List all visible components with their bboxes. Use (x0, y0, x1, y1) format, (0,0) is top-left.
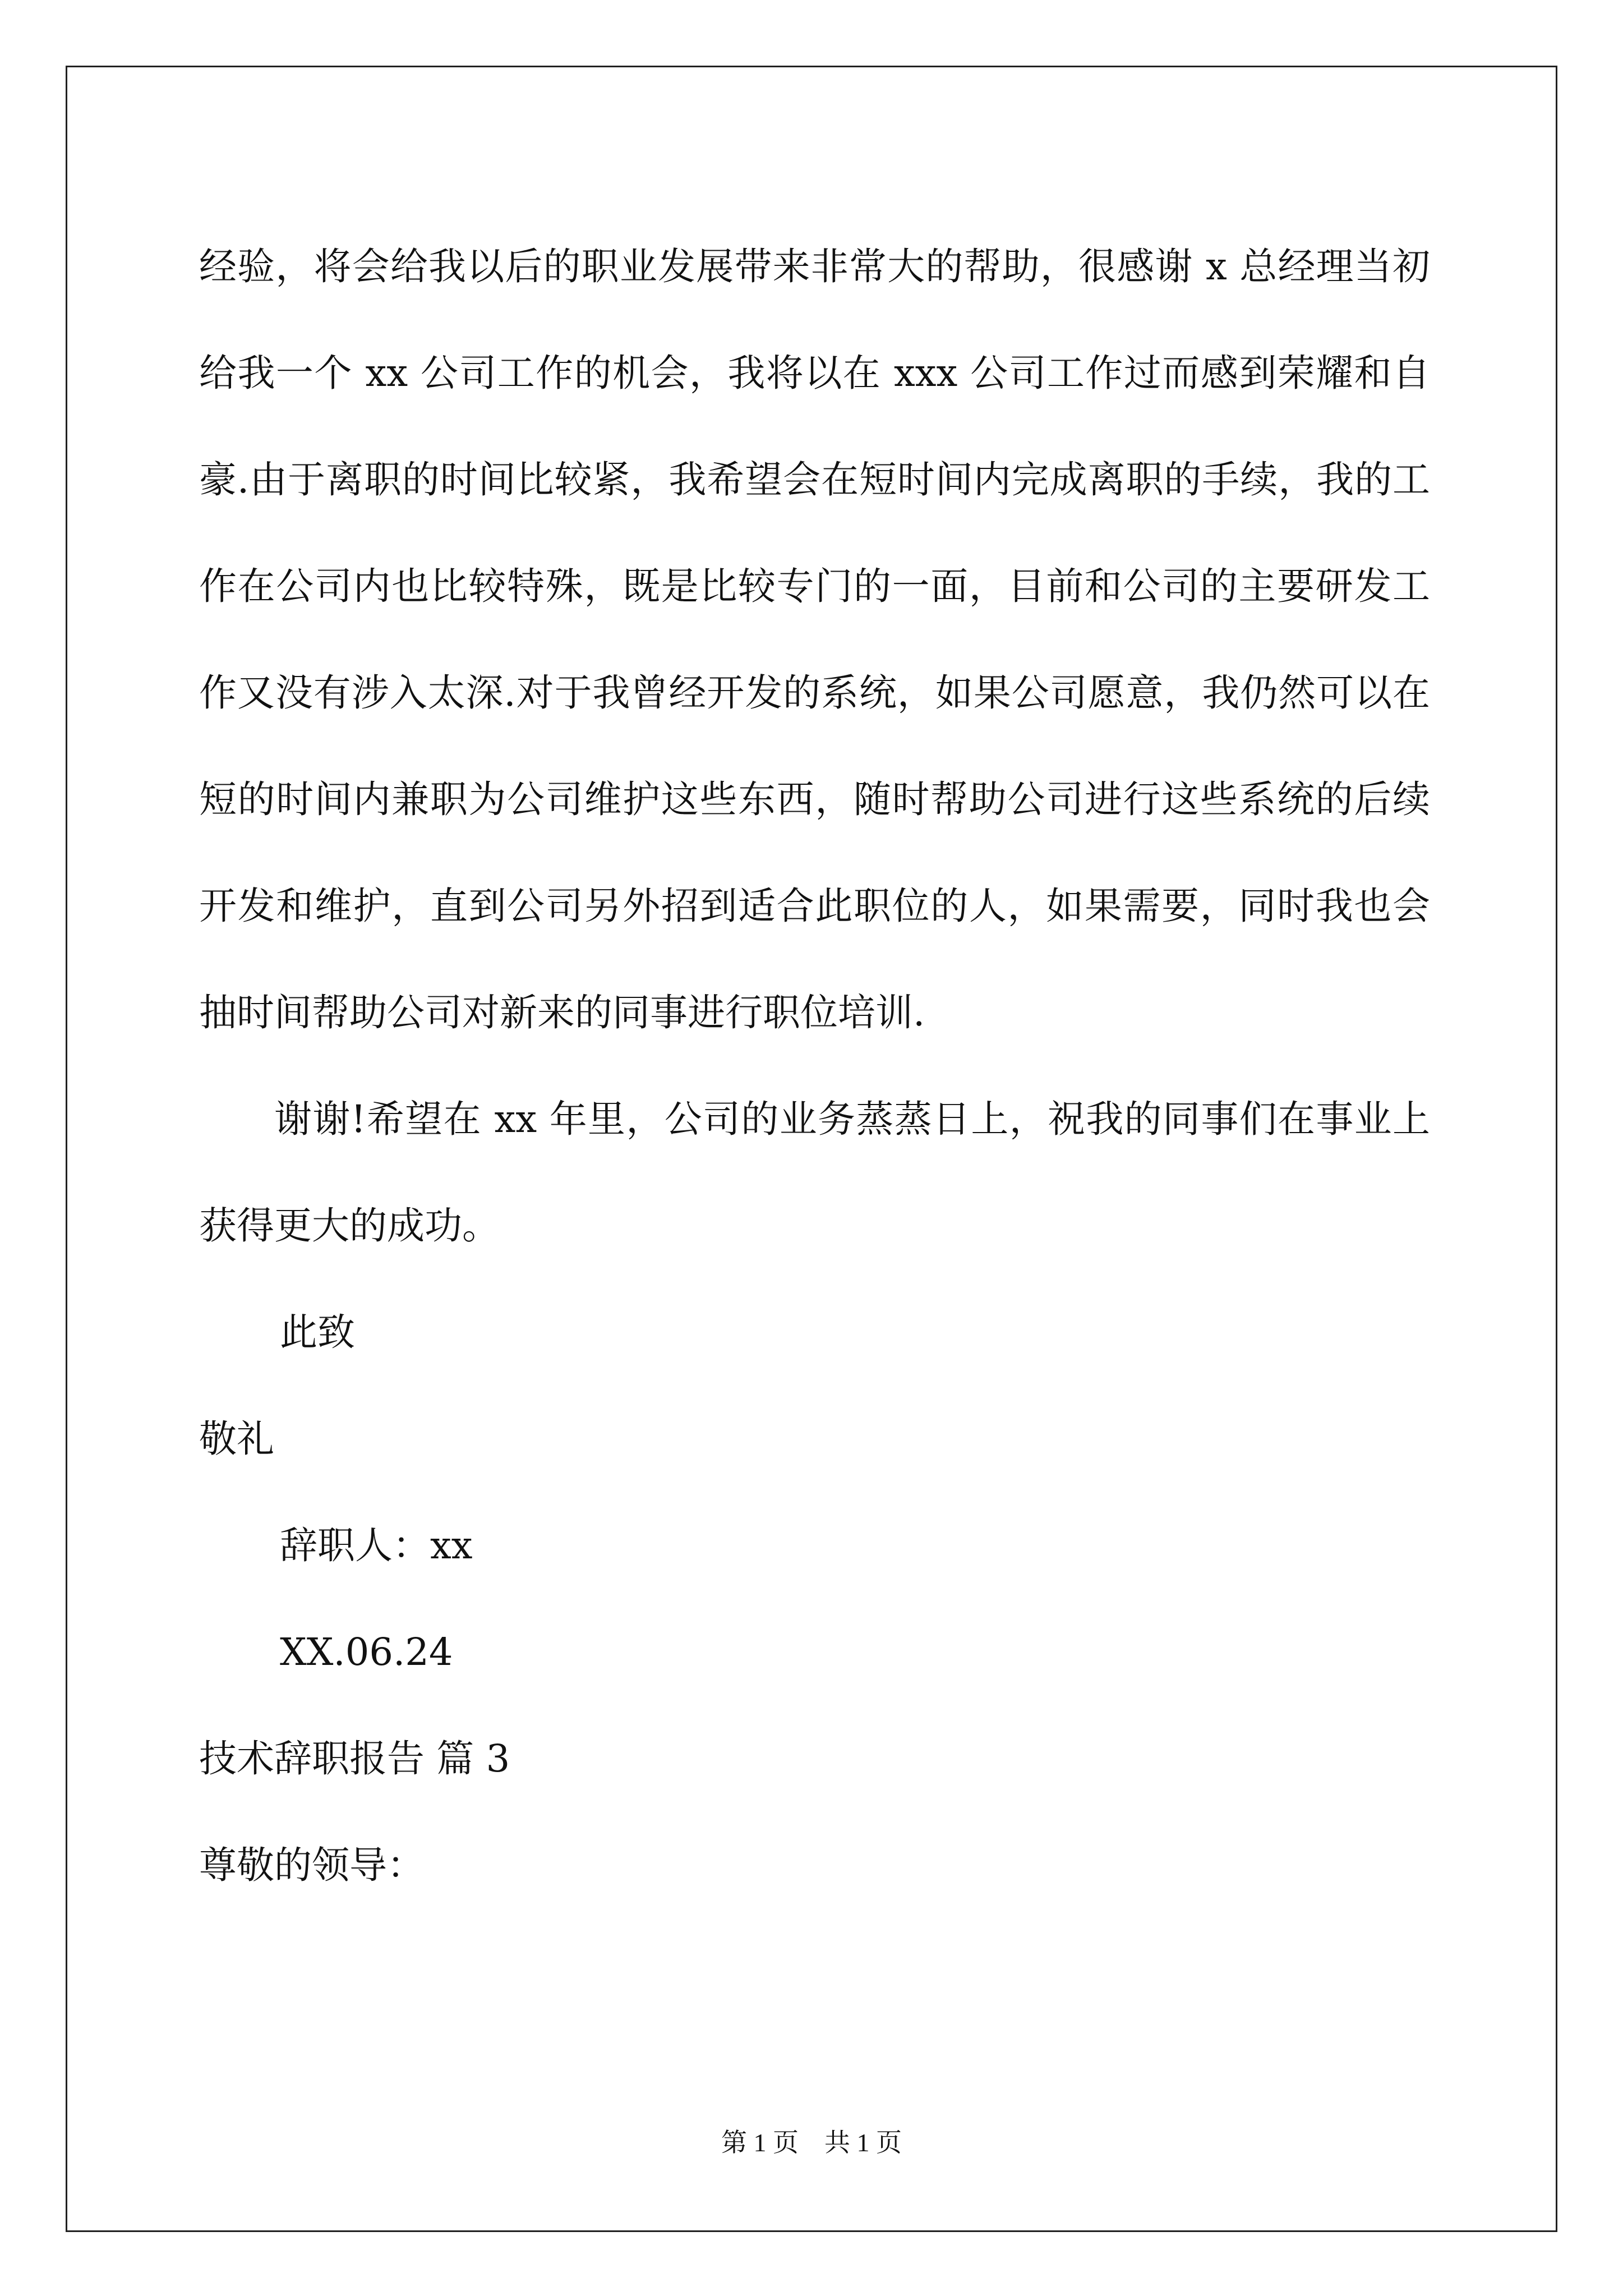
document-body (199, 213, 1430, 1918)
date-line: XX.06.24 (280, 1630, 453, 1674)
signature-line: 辞职人：xx (280, 1524, 473, 1567)
page-footer: 第 1 页 共 1 页 (721, 2128, 902, 2157)
closing-line-2: 敬礼 (199, 1417, 274, 1461)
body-paragraph-1: 经验，将会给我以后的职业发展带来非常大的帮助，很感谢 x 总经理当初给我一个 xx 公司工作的机会，我将以在 xxx 公司工作过而感到荣耀和自豪.由于离职的时间比较紧，我希望会在短时间内完成离职的手续，我的工作在公司内也比较特殊，既是比较专门的一面，目前和公司的主要研发工作又没有涉入太深.对于我曾经开发的系统，如果公司愿意，我仍然可以在短的时间内兼职为公司维护这些东西，随时帮助公司进行这些系统的后续开发和维护，直到公司另外招到适合此职位的人，如果需要，同时我也会抽时间帮助公司对新来的同事进行职位培训. (199, 245, 1430, 1034)
closing-line-1: 此致 (280, 1310, 355, 1354)
body-paragraph-2: 谢谢!希望在 xx 年里，公司的业务蒸蒸日上，祝我的同事们在事业上获得更大的成功。 (199, 1097, 1430, 1248)
section-title: 技术辞职报告 篇 3 (199, 1737, 510, 1780)
salutation-line: 尊敬的领导： (199, 1843, 425, 1887)
